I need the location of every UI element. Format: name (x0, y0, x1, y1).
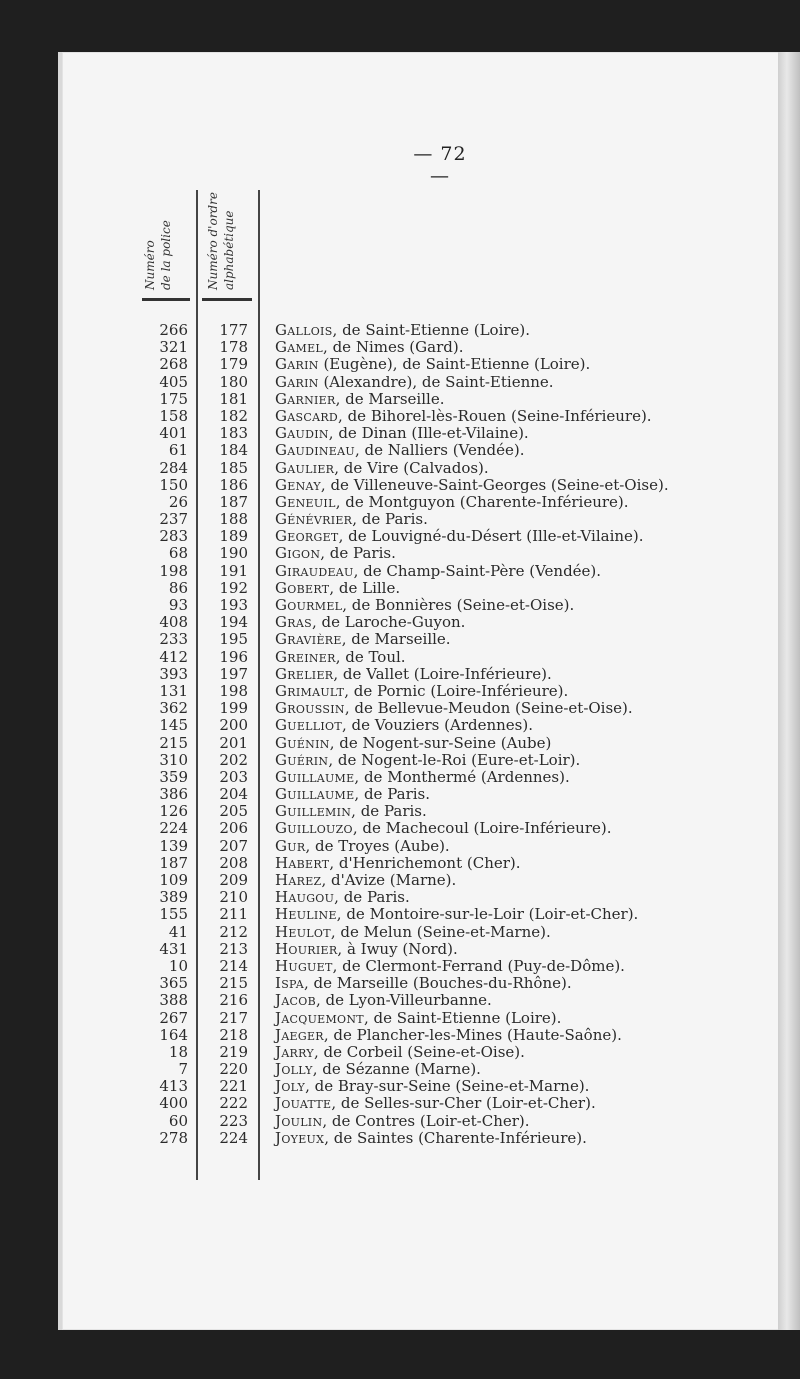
surname: Génévrier (275, 510, 353, 529)
place: , de Saint-Etienne (Loire). (332, 321, 531, 339)
order-number: 182 (219, 406, 248, 425)
surname: Groussin (275, 699, 345, 718)
surname: Gourmel (275, 596, 343, 614)
list-item (140, 992, 760, 1009)
order-number: 206 (219, 819, 248, 838)
list-item (140, 975, 760, 992)
list-item (140, 941, 760, 958)
entry-text (275, 1130, 587, 1147)
surname: Gallois (275, 321, 333, 339)
place: , de Sézanne (Marne). (312, 1060, 481, 1079)
list-item (140, 614, 760, 631)
place: , de Dinan (Ille-et-Vilaine). (328, 424, 529, 443)
surname: Gaulier (275, 458, 335, 477)
surname: Gravière (275, 630, 342, 649)
header-rule-1 (142, 298, 190, 301)
order-number: 213 (219, 939, 248, 958)
surname: Jarry (275, 1042, 314, 1061)
place: , de Clermont-Ferrand (Puy-de-Dôme). (332, 956, 625, 975)
entry-text (275, 597, 574, 614)
header-rule-2 (202, 298, 252, 301)
surname: Guelliot (275, 716, 342, 735)
surname: Heulot (275, 922, 331, 941)
surname: Joyeux (275, 1128, 325, 1147)
order-number: 215 (219, 974, 248, 993)
order-number: 219 (219, 1042, 248, 1061)
surname: Gaudin (275, 424, 329, 443)
police-number: 164 (159, 1025, 188, 1044)
place: , de Paris. (351, 802, 427, 821)
police-number: 93 (168, 596, 188, 614)
list-item (140, 511, 760, 528)
surname: Harez (275, 871, 322, 889)
entry-text (275, 924, 551, 941)
order-number: 222 (219, 1094, 248, 1113)
surname: Haugou (275, 888, 335, 907)
police-number: 321 (159, 338, 188, 357)
list-item (140, 1130, 760, 1147)
order-number: 204 (219, 785, 248, 804)
entry-text (275, 992, 492, 1009)
surname: Gascard (275, 406, 339, 425)
surname: Jouatte (275, 1094, 332, 1113)
police-number: 233 (159, 630, 188, 649)
place: , de Monthermé (Ardennes). (354, 767, 570, 786)
order-number: 201 (219, 733, 248, 752)
place: , de Saint-Etienne (Loire). (363, 1008, 562, 1027)
entry-text (275, 906, 638, 923)
surname: Joulin (275, 1111, 323, 1130)
surname: Guénin (275, 733, 330, 752)
list-item (140, 597, 760, 614)
police-number: 284 (159, 458, 188, 477)
entry-text (275, 477, 669, 494)
surname: Guérin (275, 750, 329, 769)
police-number: 41 (168, 922, 188, 941)
list-item (140, 735, 760, 752)
order-number: 178 (219, 338, 248, 357)
place: , de Marseille. (341, 630, 451, 649)
police-number: 386 (159, 785, 188, 804)
police-number: 412 (159, 647, 188, 666)
list-item (140, 1095, 760, 1112)
surname: Greiner (275, 647, 336, 666)
place: , de Bonnières (Seine-et-Oise). (342, 596, 575, 614)
column-header-police-line1: Numéro (143, 240, 157, 290)
entry-text (275, 322, 530, 339)
surname: Guillouzo (275, 819, 353, 838)
entry-text (275, 1027, 622, 1044)
entry-text (275, 356, 590, 373)
order-number: 202 (219, 750, 248, 769)
surname: Grimault (275, 681, 345, 700)
surname: Huguet (275, 956, 333, 975)
place: (Eugène), de Saint-Etienne (Loire). (318, 355, 591, 374)
police-number: 393 (159, 664, 188, 683)
entry-text (275, 975, 572, 992)
list-item (140, 494, 760, 511)
place: , de Pornic (Loire-Inférieure). (344, 681, 569, 700)
entry-text (275, 803, 427, 820)
surname: Joly (275, 1077, 306, 1096)
entry-text (275, 855, 521, 872)
order-number: 221 (219, 1077, 248, 1096)
police-number: 139 (159, 836, 188, 855)
order-number: 177 (219, 321, 248, 339)
order-number: 188 (219, 510, 248, 529)
list-item (140, 408, 760, 425)
surname: Gobert (275, 578, 330, 597)
list-item (140, 752, 760, 769)
surname: Grelier (275, 664, 334, 683)
entry-text (275, 1113, 530, 1130)
place: , de Contres (Loir-et-Cher). (322, 1111, 530, 1130)
order-number: 210 (219, 888, 248, 907)
list-item (140, 339, 760, 356)
police-number: 126 (159, 802, 188, 821)
list-item (140, 958, 760, 975)
place: , de Laroche-Guyon. (311, 613, 466, 632)
list-item (140, 700, 760, 717)
place: , d'Avize (Marne). (321, 871, 457, 889)
order-number: 193 (219, 596, 248, 614)
entry-text (275, 649, 406, 666)
police-number: 7 (178, 1060, 188, 1079)
place: , de Paris. (352, 510, 428, 529)
place: , de Corbeil (Seine-et-Oise). (313, 1042, 525, 1061)
place: , de Selles-sur-Cher (Loir-et-Cher). (331, 1094, 596, 1113)
entry-text (275, 769, 570, 786)
surname: Gras (275, 613, 312, 632)
surname: Guillemin (275, 802, 352, 821)
police-number: 268 (159, 355, 188, 374)
surname: Guillaume (275, 785, 355, 804)
list-item (140, 391, 760, 408)
place: , de Paris. (354, 785, 431, 804)
police-number: 131 (159, 681, 188, 700)
order-number: 192 (219, 578, 248, 597)
place: , de Nalliers (Vendée). (354, 441, 525, 460)
police-number: 86 (168, 578, 188, 597)
list-item (140, 356, 760, 373)
surname: Gigon (275, 544, 321, 563)
surname: Garnier (275, 389, 336, 408)
police-number: 408 (159, 613, 188, 632)
place: , de Montoire-sur-le-Loir (Loir-et-Cher). (336, 905, 639, 924)
police-number: 10 (168, 956, 188, 975)
police-number: 365 (159, 974, 188, 993)
list-item (140, 769, 760, 786)
place: , de Bihorel-lès-Rouen (Seine-Inférieure). (338, 406, 652, 425)
police-number: 266 (159, 321, 188, 339)
list-item (140, 1027, 760, 1044)
column-header-ordre-line1: Numéro d'ordre (206, 192, 220, 290)
entry-text (275, 563, 601, 580)
entry-text (275, 717, 533, 734)
list-item (140, 906, 760, 923)
place: , de Champ-Saint-Père (Vendée). (353, 561, 602, 580)
column-header-police-line2: de la police (159, 220, 173, 290)
list-item (140, 322, 760, 339)
surname: Jacquemont (275, 1008, 364, 1027)
entry-text (275, 1044, 525, 1061)
entry-text (275, 494, 629, 511)
police-number: 359 (159, 767, 188, 786)
place: , de Plancher-les-Mines (Haute-Saône). (323, 1025, 622, 1044)
order-number: 214 (219, 956, 248, 975)
entry-text (275, 1078, 589, 1095)
list-item (140, 1113, 760, 1130)
police-number: 60 (168, 1111, 188, 1130)
place: , de Lille. (329, 578, 401, 597)
order-number: 184 (219, 441, 248, 460)
police-number: 362 (159, 699, 188, 718)
place: , de Bray-sur-Seine (Seine-et-Marne). (305, 1077, 590, 1096)
page-number: — 72 — (413, 143, 467, 187)
order-number: 196 (219, 647, 248, 666)
surname: Georget (275, 527, 339, 546)
order-number: 200 (219, 716, 248, 735)
place: , de Melun (Seine-et-Marne). (330, 922, 551, 941)
police-number: 68 (168, 544, 188, 563)
police-number: 109 (159, 871, 188, 889)
police-number: 145 (159, 716, 188, 735)
list-item (140, 425, 760, 442)
entry-text (275, 666, 552, 683)
police-number: 267 (159, 1008, 188, 1027)
order-number: 181 (219, 389, 248, 408)
police-number: 278 (159, 1128, 188, 1147)
police-number: 155 (159, 905, 188, 924)
entry-text (275, 889, 410, 906)
list-item (140, 563, 760, 580)
entry-text (275, 820, 612, 837)
order-number: 216 (219, 991, 248, 1010)
entry-text (275, 460, 489, 477)
entry-text (275, 735, 551, 752)
surname: Guillaume (275, 767, 355, 786)
order-number: 217 (219, 1008, 248, 1027)
police-number: 237 (159, 510, 188, 529)
police-number: 389 (159, 888, 188, 907)
list-item (140, 1010, 760, 1027)
surname: Jaeger (275, 1025, 324, 1044)
place: , de Villeneuve-Saint-Georges (Seine-et-Oise). (320, 475, 669, 494)
entry-text (275, 580, 400, 597)
list-item (140, 786, 760, 803)
police-number: 405 (159, 372, 188, 391)
entry-text (275, 872, 456, 889)
place: , de Louvigné-du-Désert (Ille-et-Vilaine). (338, 527, 644, 546)
entry-text (275, 958, 625, 975)
surname: Gur (275, 836, 306, 855)
place: , de Paris. (320, 544, 396, 563)
order-number: 197 (219, 664, 248, 683)
place: , d'Henrichemont (Cher). (329, 853, 521, 872)
entry-text (275, 631, 451, 648)
entry-text (275, 941, 458, 958)
surname: Jolly (275, 1060, 313, 1079)
place: , de Marseille (Bouches-du-Rhône). (304, 974, 572, 993)
surname: Heuline (275, 905, 337, 924)
order-number: 180 (219, 372, 248, 391)
surname: Garin (275, 355, 319, 374)
place: , de Lyon-Villeurbanne. (315, 991, 492, 1010)
order-number: 207 (219, 836, 248, 855)
list-item (140, 442, 760, 459)
police-number: 18 (168, 1042, 188, 1061)
place: , de Nogent-le-Roi (Eure-et-Loir). (328, 750, 581, 769)
entry-text (275, 786, 430, 803)
police-number: 413 (159, 1077, 188, 1096)
police-number: 158 (159, 406, 188, 425)
list-item (140, 717, 760, 734)
list-item (140, 838, 760, 855)
order-number: 183 (219, 424, 248, 443)
place: , de Vouziers (Ardennes). (342, 716, 533, 735)
surname: Habert (275, 853, 330, 872)
order-number: 212 (219, 922, 248, 941)
list-item (140, 374, 760, 391)
entry-text (275, 700, 633, 717)
place: (Alexandre), de Saint-Etienne. (318, 372, 554, 391)
entry-text (275, 374, 554, 391)
entry-text (275, 614, 465, 631)
entry-text (275, 752, 580, 769)
column-header-ordre-line2: alphabétique (222, 210, 236, 290)
order-number: 224 (219, 1128, 248, 1147)
order-number: 185 (219, 458, 248, 477)
list-item (140, 631, 760, 648)
entry-text (275, 391, 444, 408)
police-number: 400 (159, 1094, 188, 1113)
order-number: 189 (219, 527, 248, 546)
police-number: 431 (159, 939, 188, 958)
list-item (140, 545, 760, 562)
police-number: 61 (168, 441, 188, 460)
order-number: 211 (219, 905, 248, 924)
list-item (140, 1044, 760, 1061)
list-item (140, 477, 760, 494)
order-number: 190 (219, 544, 248, 563)
entry-text (275, 1061, 481, 1078)
place: , de Machecoul (Loire-Inférieure). (352, 819, 612, 838)
list-item (140, 666, 760, 683)
order-number: 208 (219, 853, 248, 872)
place: , de Nogent-sur-Seine (Aube) (329, 733, 552, 752)
order-number: 220 (219, 1060, 248, 1079)
list-item (140, 683, 760, 700)
place: , de Toul. (335, 647, 406, 666)
police-number: 26 (168, 492, 188, 511)
list-item (140, 528, 760, 545)
list-item (140, 924, 760, 941)
order-number: 223 (219, 1111, 248, 1130)
police-number: 215 (159, 733, 188, 752)
entry-text (275, 442, 525, 459)
order-number: 198 (219, 681, 248, 700)
order-number: 205 (219, 802, 248, 821)
entry-text (275, 408, 652, 425)
entry-text (275, 511, 428, 528)
police-number: 224 (159, 819, 188, 838)
surname: Giraudeau (275, 561, 354, 580)
police-number: 175 (159, 389, 188, 408)
entry-text (275, 545, 396, 562)
list-item (140, 1078, 760, 1095)
place: , de Troyes (Aube). (305, 836, 450, 855)
entry-text (275, 1095, 596, 1112)
surname: Gamel (275, 338, 324, 357)
police-number: 283 (159, 527, 188, 546)
surname: Geneuil (275, 492, 336, 511)
order-number: 209 (219, 871, 248, 889)
order-number: 199 (219, 699, 248, 718)
entry-text (275, 683, 568, 700)
order-number: 203 (219, 767, 248, 786)
police-number: 198 (159, 561, 188, 580)
surname: Jacob (275, 991, 316, 1010)
surname: Gaudineau (275, 441, 355, 460)
list-item (140, 649, 760, 666)
page-edge (778, 52, 800, 1330)
entry-text (275, 838, 450, 855)
column-header-police (142, 220, 174, 290)
order-number: 195 (219, 630, 248, 649)
order-number: 194 (219, 613, 248, 632)
list-item (140, 460, 760, 477)
police-number: 310 (159, 750, 188, 769)
place: , de Marseille. (335, 389, 445, 408)
police-number: 388 (159, 991, 188, 1010)
place: , à Iwuy (Nord). (337, 939, 458, 958)
column-header-ordre (205, 192, 237, 290)
police-number: 150 (159, 475, 188, 494)
order-number: 191 (219, 561, 248, 580)
police-number: 401 (159, 424, 188, 443)
surname: Ispa (275, 974, 304, 993)
order-number: 218 (219, 1025, 248, 1044)
surname: Hourier (275, 939, 338, 958)
place: , de Vire (Calvados). (334, 458, 489, 477)
place: , de Montguyon (Charente-Inférieure). (335, 492, 629, 511)
list-item (140, 803, 760, 820)
order-number: 186 (219, 475, 248, 494)
place: , de Nimes (Gard). (323, 338, 464, 357)
order-number: 179 (219, 355, 248, 374)
entry-text (275, 425, 529, 442)
place: , de Vallet (Loire-Inférieure). (333, 664, 552, 683)
entry-text (275, 339, 463, 356)
list-item (140, 889, 760, 906)
list-item (140, 872, 760, 889)
place: , de Bellevue-Meudon (Seine-et-Oise). (344, 699, 633, 718)
list-item (140, 1061, 760, 1078)
order-number: 187 (219, 492, 248, 511)
list-item (140, 580, 760, 597)
police-number: 187 (159, 853, 188, 872)
list-item (140, 820, 760, 837)
surname: Garin (275, 372, 319, 391)
place: , de Saintes (Charente-Inférieure). (324, 1128, 587, 1147)
list-item (140, 855, 760, 872)
surname: Genay (275, 475, 321, 494)
register-list (140, 322, 760, 1147)
place: , de Paris. (334, 888, 410, 907)
entry-text (275, 1010, 561, 1027)
entry-text (275, 528, 644, 545)
